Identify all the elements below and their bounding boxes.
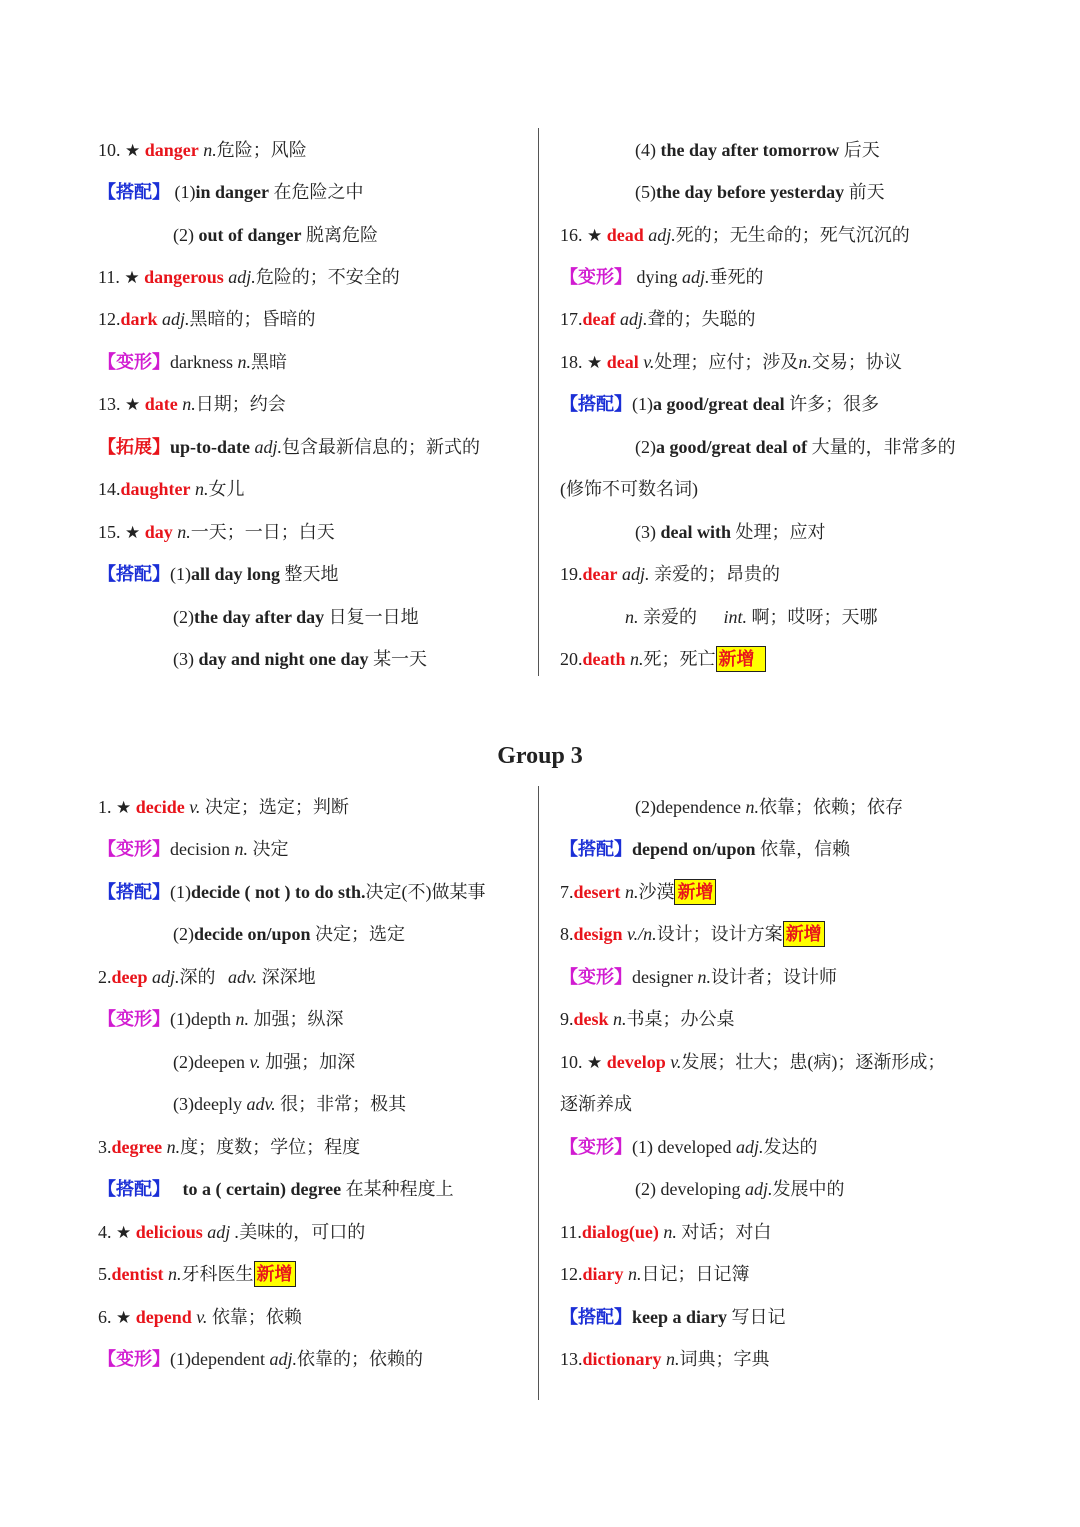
variant: 【变形】darkness n.黑暗 [98, 352, 287, 372]
headword: diary [582, 1264, 624, 1284]
entry-develop-more: 逐渐养成 [560, 1094, 632, 1114]
entry-dear: 19.dear adj. 亲爱的；昂贵的 [560, 564, 781, 584]
star-icon: ★ [587, 353, 603, 373]
extension: 【拓展】up-to-date adj.包含最新信息的；新式的 [98, 437, 481, 457]
tag-extension: 【拓展】 [98, 437, 170, 457]
collocation: (3) deal with 处理；应对 [635, 522, 826, 542]
variant: (2)dependence n.依靠；依赖；依存 [635, 797, 903, 817]
variant: 【变形】designer n.设计者；设计师 [560, 967, 837, 987]
collocation: 【搭配】(1)decide ( not ) to do sth.决定(不)做某事 [98, 882, 486, 902]
collocation: (5)the day before yesterday 前天 [635, 182, 885, 202]
entry-dictionary: 13.dictionary n.词典；字典 [560, 1349, 770, 1369]
headword: depend [135, 1307, 192, 1327]
entry-diary: 12.diary n.日记；日记簿 [560, 1264, 750, 1284]
headword: dentist [111, 1264, 164, 1284]
star-icon: ★ [587, 226, 603, 246]
headword: date [144, 394, 178, 414]
headword: dialog(ue) [581, 1222, 659, 1242]
headword: degree [111, 1137, 163, 1157]
collocation: 【搭配】 to a ( certain) degree 在某种程度上 [98, 1179, 454, 1199]
headword: deep [111, 967, 148, 987]
star-icon: ★ [116, 798, 132, 818]
variant: (2) developing adj.发展中的 [635, 1179, 845, 1199]
headword: deaf [582, 309, 616, 329]
tag-variant: 【变形】 [98, 1349, 170, 1369]
entry-day: 15. ★ day n.一天；一日；白天 [98, 522, 335, 543]
entry-decide: 1. ★ decide v. 决定；选定；判断 [98, 797, 349, 818]
headword: develop [606, 1052, 666, 1072]
headword: decide [135, 797, 185, 817]
entry-dear-more: n. 亲爱的 int. 啊；哎呀；天哪 [625, 607, 878, 627]
collocation: (2)decide on/upon 决定；选定 [173, 924, 406, 944]
star-icon: ★ [124, 268, 140, 288]
collocation: (3) day and night one day 某一天 [173, 649, 428, 669]
entry-depend: 6. ★ depend v. 依靠；依赖 [98, 1307, 302, 1328]
headword: daughter [120, 479, 191, 499]
headword: day [144, 522, 173, 542]
tag-variant: 【变形】 [98, 1009, 170, 1029]
variant: 【变形】(1)dependent adj.依靠的；依赖的 [98, 1349, 423, 1369]
collocation: 【搭配】 (1)in danger 在危险之中 [98, 182, 364, 202]
headword: delicious [135, 1222, 203, 1242]
headword: danger [144, 140, 199, 160]
star-icon: ★ [116, 1223, 132, 1243]
entry-delicious: 4. ★ delicious adj .美味的，可口的 [98, 1222, 366, 1243]
entry-dialogue: 11.dialog(ue) n. 对话；对白 [560, 1222, 772, 1242]
star-icon: ★ [587, 1053, 603, 1073]
collocation: 【搭配】depend on/upon 依靠，信赖 [560, 839, 851, 859]
collocation: (2)the day after day 日复一日地 [173, 607, 419, 627]
column-divider-top [538, 128, 539, 676]
tag-collocation: 【搭配】 [98, 564, 170, 584]
new-badge: 新增 [254, 1261, 296, 1287]
entry-dead: 16. ★ dead adj.死的；无生命的；死气沉沉的 [560, 225, 910, 246]
variant: 【变形】 dying adj.垂死的 [560, 267, 764, 287]
variant: 【变形】(1)depth n. 加强；纵深 [98, 1009, 344, 1029]
headword: design [573, 924, 623, 944]
headword: deal [606, 352, 639, 372]
headword: dictionary [582, 1349, 662, 1369]
entry-desert: 7.desert n.沙漠 新增 [560, 879, 716, 905]
tag-variant: 【变形】 [560, 1137, 632, 1157]
new-badge: 新增 [783, 921, 825, 947]
star-icon: ★ [125, 395, 141, 415]
tag-collocation: 【搭配】 [560, 1307, 632, 1327]
headword: dark [120, 309, 158, 329]
entry-danger: 10. ★ danger n.危险；风险 [98, 140, 307, 161]
headword: dead [606, 225, 644, 245]
variant: 【变形】(1) developed adj.发达的 [560, 1137, 818, 1157]
tag-variant: 【变形】 [560, 267, 632, 287]
note: (修饰不可数名词) [560, 479, 698, 499]
variant: (2)deepen v. 加强；加深 [173, 1052, 356, 1072]
headword: death [582, 649, 626, 669]
entry-dentist: 5.dentist n.牙科医生 新增 [98, 1261, 296, 1287]
variant: (3)deeply adv. 很；非常；极其 [173, 1094, 407, 1114]
entry-dark: 12.dark adj.黑暗的；昏暗的 [98, 309, 316, 329]
star-icon: ★ [125, 141, 141, 161]
collocation: (2)a good/great deal of 大量的，非常多的 [635, 437, 956, 457]
headword: dear [582, 564, 618, 584]
collocation: (2) out of danger 脱离危险 [173, 225, 378, 245]
tag-collocation: 【搭配】 [560, 839, 632, 859]
headword: dangerous [144, 267, 224, 287]
tag-collocation: 【搭配】 [98, 1179, 170, 1199]
tag-variant: 【变形】 [98, 352, 170, 372]
headword: desert [573, 882, 621, 902]
entry-death: 20.death n.死；死亡 新增 [560, 646, 766, 672]
entry-desk: 9.desk n.书桌；办公桌 [560, 1009, 735, 1029]
entry-design: 8.design v./n.设计；设计方案 新增 [560, 921, 825, 947]
tag-variant: 【变形】 [560, 967, 632, 987]
variant: 【变形】decision n. 决定 [98, 839, 289, 859]
column-divider-bottom [538, 786, 539, 1400]
entry-deaf: 17.deaf adj.聋的；失聪的 [560, 309, 756, 329]
entry-deep: 2.deep adj.深的 adv. 深深地 [98, 967, 316, 987]
collocation: 【搭配】(1)a good/great deal 许多；很多 [560, 394, 880, 414]
new-badge: 新增 [716, 646, 766, 672]
entry-date: 13. ★ date n.日期；约会 [98, 394, 286, 415]
entry-deal: 18. ★ deal v.处理；应付；涉及n.交易；协议 [560, 352, 902, 373]
headword: desk [573, 1009, 609, 1029]
new-badge: 新增 [674, 879, 716, 905]
group-title: Group 3 [497, 743, 583, 769]
tag-collocation: 【搭配】 [98, 882, 170, 902]
collocation: 【搭配】(1)all day long 整天地 [98, 564, 339, 584]
tag-collocation: 【搭配】 [560, 394, 632, 414]
collocation: 【搭配】keep a diary 写日记 [560, 1307, 786, 1327]
entry-develop: 10. ★ develop v.发展；壮大；患(病)；逐渐形成； [560, 1052, 946, 1073]
entry-dangerous: 11. ★ dangerous adj.危险的；不安全的 [98, 267, 400, 288]
collocation: (4) the day after tomorrow 后天 [635, 140, 880, 160]
star-icon: ★ [116, 1308, 132, 1328]
tag-variant: 【变形】 [98, 839, 170, 859]
star-icon: ★ [125, 523, 141, 543]
entry-degree: 3.degree n.度；度数；学位；程度 [98, 1137, 361, 1157]
tag-collocation: 【搭配】 [98, 182, 170, 202]
entry-daughter: 14.daughter n.女儿 [98, 479, 245, 499]
